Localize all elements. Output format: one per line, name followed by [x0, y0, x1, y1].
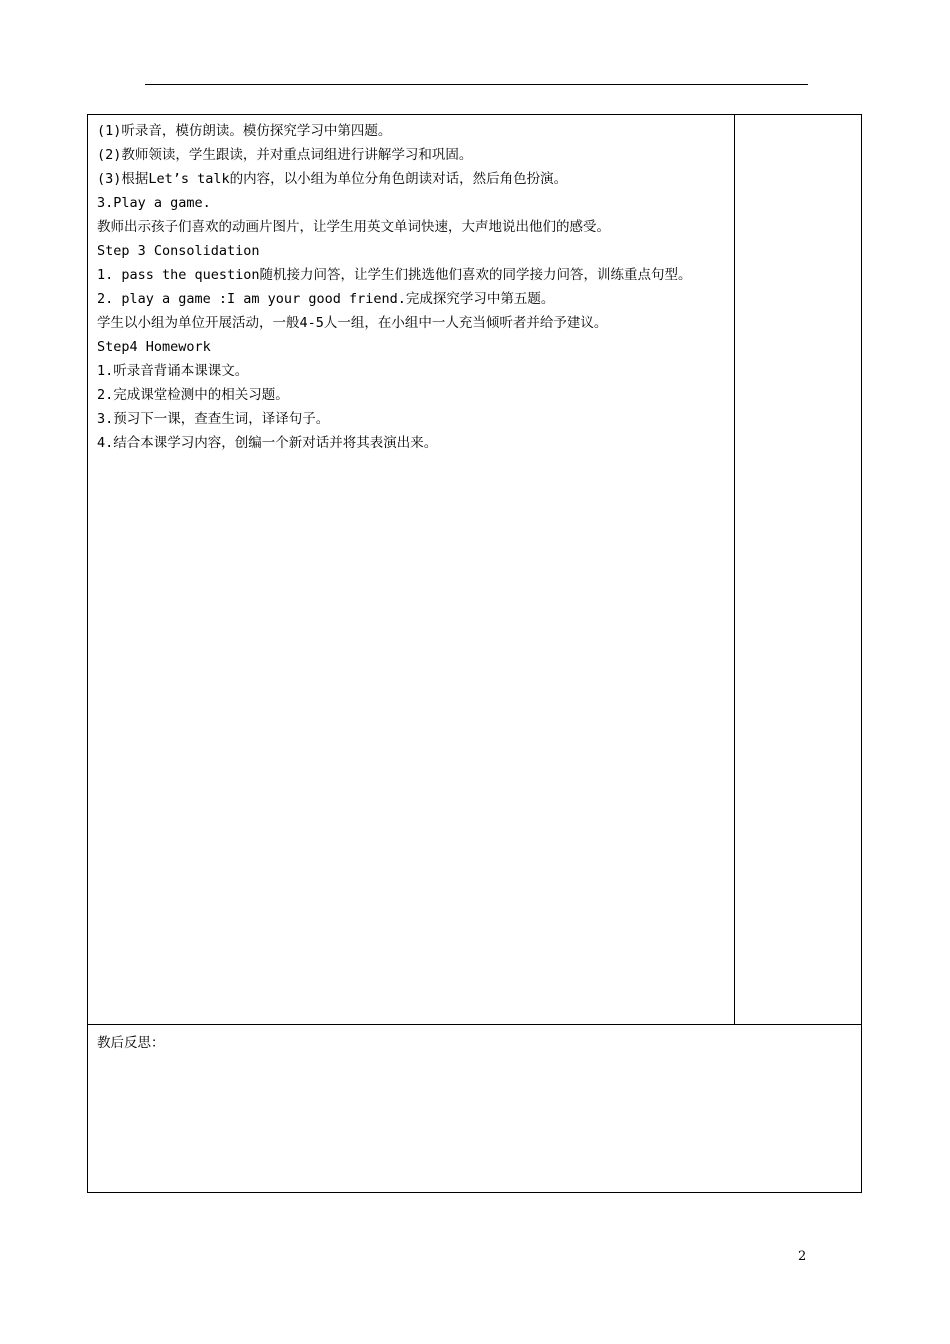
content-line: 1. pass the question随机接力问答，让学生们挑选他们喜欢的同学接力问答，训练重点句型。 — [97, 267, 692, 283]
content-line: (1)听录音，模仿朗读。模仿探究学习中第四题。 — [97, 123, 392, 139]
content-line: (3)根据Let’s talk的内容，以小组为单位分角色朗读对话，然后角色扮演。 — [97, 171, 568, 187]
header-rule — [145, 84, 808, 85]
content-line: 3.预习下一课，查查生词，译译句子。 — [97, 411, 330, 427]
page-number: 2 — [798, 1249, 807, 1264]
notes-cell — [735, 115, 863, 1024]
content-line: 2. play a game :I am your good friend.完成探究学习中第五题。 — [97, 291, 555, 307]
content-line: 2.完成课堂检测中的相关习题。 — [97, 387, 289, 403]
lesson-table — [87, 114, 862, 1193]
content-line: (2)教师领读，学生跟读，并对重点词组进行讲解学习和巩固。 — [97, 147, 473, 163]
lesson-row — [88, 115, 861, 1025]
reflection-row — [88, 1025, 861, 1192]
content-line: 3.Play a game. — [97, 195, 211, 211]
content-line: 1.听录音背诵本课课文。 — [97, 363, 249, 379]
lesson-content-cell — [88, 115, 735, 1024]
content-line: Step4 Homework — [97, 339, 211, 355]
content-line: Step 3 Consolidation — [97, 243, 260, 259]
content-line: 4.结合本课学习内容，创编一个新对话并将其表演出来。 — [97, 435, 438, 451]
content-line: 学生以小组为单位开展活动，一般4-5人一组，在小组中一人充当倾听者并给予建议。 — [97, 315, 608, 331]
content-line: 教师出示孩子们喜欢的动画片图片，让学生用英文单词快速，大声地说出他们的感受。 — [97, 219, 610, 235]
reflection-label: 教后反思： — [97, 1035, 165, 1051]
lesson-content — [97, 119, 727, 455]
